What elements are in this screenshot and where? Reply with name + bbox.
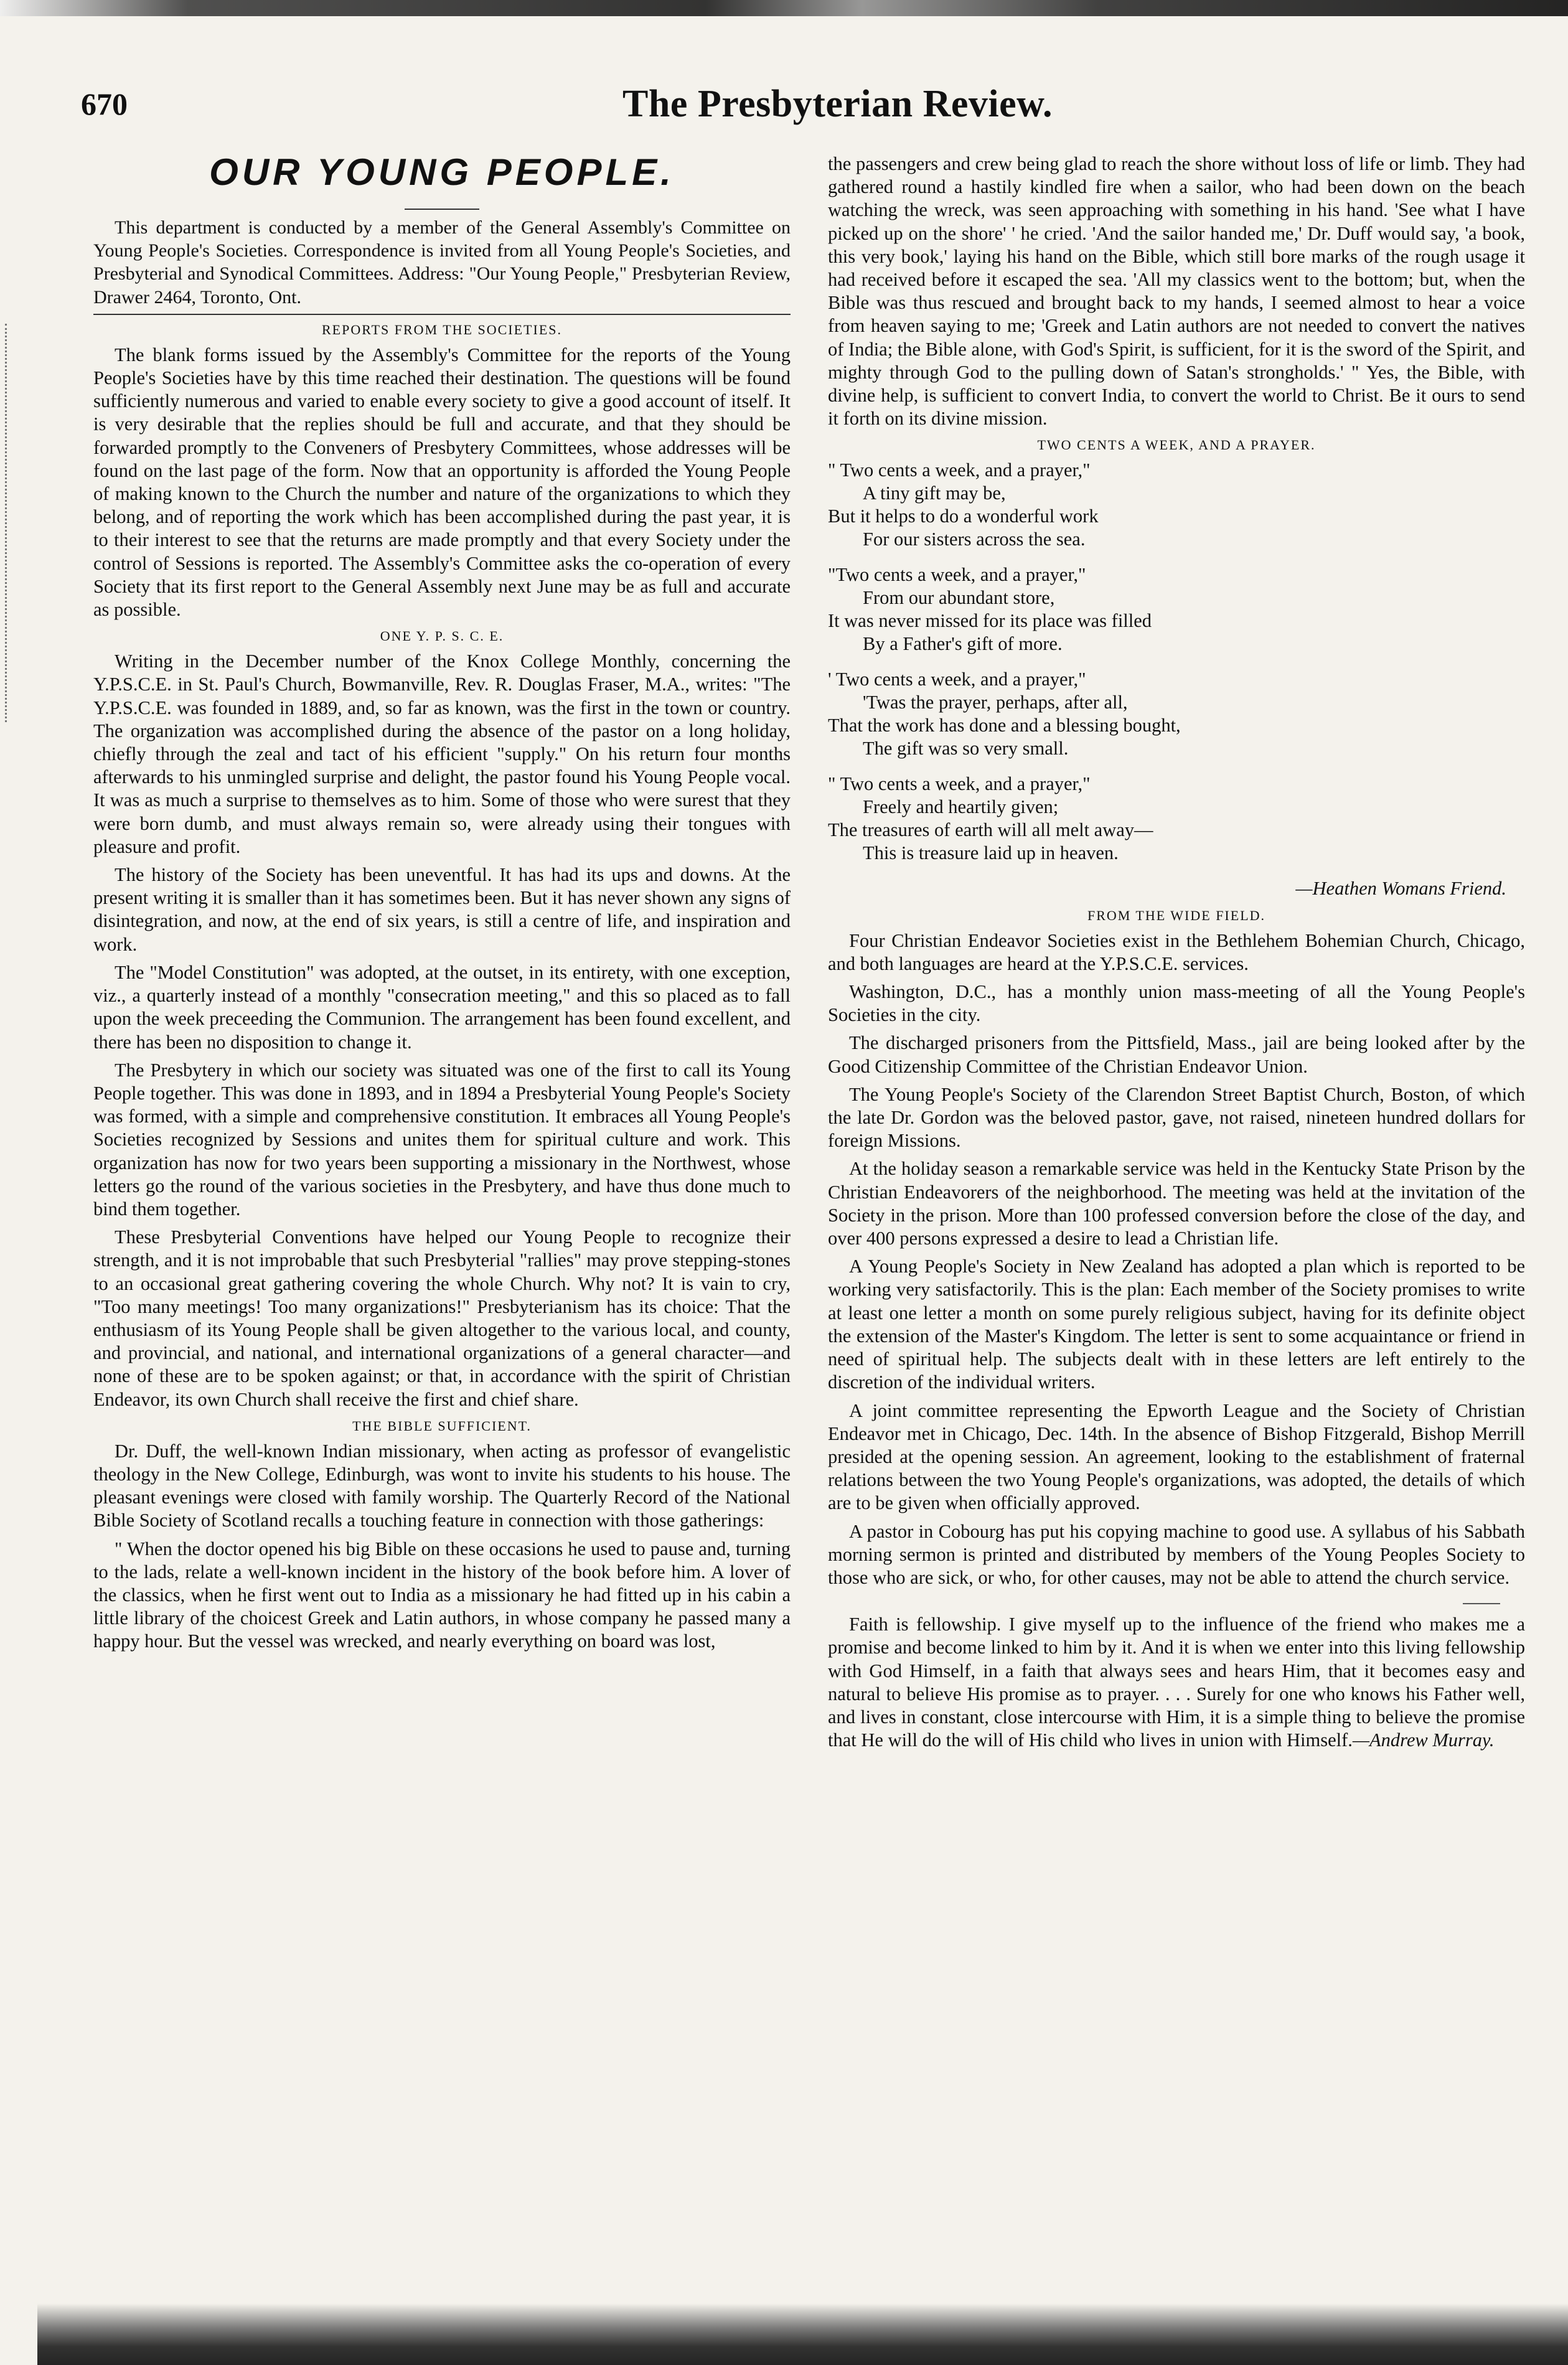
poem-line: "Two cents a week, and a prayer," [828, 564, 1086, 586]
poem-stanza [828, 459, 1525, 551]
field-paragraph-7: A joint committee representing the Epworth League and the Society of Christian Endeavor met in Chicago, Dec. 14th. In the absence of Bishop Fitzgerald, Bishop Merrill presided at the opening session. An agreement, looking to the establishment of fraternal relations between the two Young People's organizations, was adopted, the details of which are to be given when officially approved. [828, 1399, 1525, 1514]
ypsce-paragraph-5: These Presbyterial Conventions have helped our Young People to recognize their strength, and it is not improbable that such Presbyterial "rallies" may prove stepping-stones to an occasional great gathering covering the whole Church. Why not? It is vain to cry, "Too many meetings! Too many organizations!" Presbyterianism has its choice: That the enthusiasm of its Young People shall be given altogether to the various local, and county, and provincial, and national, and international organizations of a general character—and none of these are to be spoken against; or that, in accordance with the spirit of Christian Endeavor, its own Church shall receive the first and chief share. [93, 1226, 791, 1410]
poem-line: The gift was so very small. [863, 738, 1069, 759]
section-title: OUR YOUNG PEOPLE. [209, 151, 675, 193]
poem-line: From our abundant store, [863, 587, 1055, 609]
reports-paragraph: The blank forms issued by the Assembly's Committee for the reports of the Young People's Societies have by this time reached their destination. The questions will be found sufficiently numerous and varied to enable every society to give a good account of itself. It is very desirable that the replies should be full and accurate, and that they should be forwarded promptly to the Conveners of Presbytery Committees, whose addresses will be found on the last page of the form. Now that an opportunity is afforded the Young People of making known to the Church the number and nature of the organizations to which they belong, and of reporting the work which has been accomplished during the past year, it is to their interest to see that the returns are made promptly and that every Society under the control of Sessions is reported. The Assembly's Committee asks the co-operation of every Society that its first report to the General Assembly next June may be as full and accurate as possible. [93, 344, 791, 621]
journal-title: The Presbyterian Review. [622, 83, 1053, 125]
divider [405, 209, 479, 210]
page-number: 670 [81, 87, 128, 121]
field-paragraph-5: At the holiday season a remarkable service was held in the Kentucky State Prison by the Christian Endeavorers of the neighborhood. The meeting was held at the invitation of the Society in the prison. More than 100 professed conversion before the close of the day, and over 400 persons expressed a desire to lead a Christian life. [828, 1158, 1525, 1249]
field-paragraph-3: The discharged prisoners from the Pittsfield, Mass., jail are being looked after by the Good Citizenship Committee of the Christian Endeavor Union. [828, 1032, 1525, 1077]
reports-heading: REPORTS FROM THE SOCIETIES. [322, 321, 562, 337]
poem-stanza [828, 563, 1525, 656]
divider [93, 314, 791, 315]
poem-line: This is treasure laid up in heaven. [863, 842, 1119, 864]
field-paragraph-1: Four Christian Endeavor Societies exist in the Bethlehem Bohemian Church, Chicago, and both languages are heard at the Y.P.S.C.E. services. [828, 929, 1525, 974]
field-paragraph-6: A Young People's Society in New Zealand has adopted a plan which is reported to be working very satisfactorily. This is the plan: Each member of the Society promises to write at least one letter a month on some purely religious subject, having for its definite object the extension of the Master's Kingdom. The letter is sent to some acquaintance or friend in need of spiritual help. The subjects dealt with in these letters are left entirely to the discretion of the individual writers. [828, 1256, 1525, 1393]
poem-stanza [828, 773, 1525, 865]
ypsce-paragraph-4: The Presbytery in which our society was situated was one of the first to call its Young People together. This was done in 1893, and in 1894 a Presbyterial Young People's Society was formed, with a simple and comprehensive constitution. It embraces all Young People's Societies recognized by Sessions and unites them for spiritual culture and work. This organization has now for two years been supporting a missionary in the Northwest, whose letters go the round of the various societies in the Presbytery, and have thus done much to bind them together. [93, 1059, 791, 1220]
field-paragraph-4: The Young People's Society of the Clarendon Street Baptist Church, Boston, of which the late Dr. Gordon was the beloved pastor, gave, not raised, nineteen hundred dollars for foreign Missions. [828, 1083, 1525, 1152]
poem-line: Freely and heartily given; [863, 796, 1059, 818]
faith-paragraph [828, 1613, 1525, 1752]
ypsce-heading: ONE Y. P. S. C. E. [380, 628, 504, 644]
poem-attribution: —Heathen Womans Friend. [1295, 878, 1506, 900]
left-column [93, 153, 791, 1658]
bible-paragraph-1: Dr. Duff, the well-known Indian missionary, when acting as professor of evangelistic theology in the New College, Edinburgh, was wont to invite his students to his house. The pleasant evenings were closed with family worship. The Quarterly Record of the National Bible Society of Scotland recalls a touching feature in connection with those gatherings: [93, 1440, 791, 1531]
faith-signature: —Andrew Murray. [1352, 1729, 1495, 1751]
poem-line: By a Father's gift of more. [863, 633, 1063, 655]
ypsce-paragraph-1: Writing in the December number of the Knox College Monthly, concerning the Y.P.S.C.E. in St. Paul's Church, Bowmanville, Rev. R. Douglas Fraser, M.A., writes: "The Y.P.S.C.E. was founded in 1889, and, so far as known, was the first in the town or country. The organization was accomplished during the absence of the pastor on a long holiday, chiefly through the zeal and tact of his efficient "supply." On his return four months afterwards to his unmingled surprise and delight, the pastor found his Young People vocal. It was as much a surprise to themselves as to him. Some of those who were surest that they were born dumb, and must always remain so, were already using their tongues with pleasure and profit. [93, 651, 791, 857]
poem-line: That the work has done and a blessing bought, [828, 715, 1181, 736]
poem-line: But it helps to do a wonderful work [828, 505, 1099, 527]
poem-line: A tiny gift may be, [863, 482, 1006, 504]
poem-stanza [828, 668, 1525, 760]
ypsce-paragraph-3: The "Model Constitution" was adopted, at the outset, in its entirety, with one exception, viz., a quarterly instead of a monthly "consecration meeting," and this so placed as to fall upon the week preceeding the Communion. The arrangement has been found excellent, and there has been no disposition to change it. [93, 961, 791, 1053]
poem-line: " Two cents a week, and a prayer," [828, 773, 1091, 795]
divider [1463, 1603, 1500, 1604]
poem-line: " Two cents a week, and a prayer," [828, 459, 1091, 481]
scan-top-edge [0, 0, 1568, 16]
poem-heading: TWO CENTS A WEEK, AND A PRAYER. [1037, 437, 1316, 453]
bible-continuation: the passengers and crew being glad to reach the shore without loss of life or limb. They had gathered round a hastily kindled fire when a sailor, who had been down on the beach watching the wreck, was seen approaching with something in his hand. 'See what I have picked up on the shore' ' he cried. 'And the sailor handed me,' Dr. Duff would say, 'a book, this very book,' laying his hand on the Bible, which still bore marks of the rough usage it had received before it escaped the sea. 'All my classics went to the bottom; but, when the Bible was thus rescued and brought back to my hands, I seemed almost to hear a voice from heaven saying to me; 'Greek and Latin authors are not needed to convert the natives of India; the Bible alone, with God's Spirit, is sufficient, for it is the sword of the Spirit, and mighty through God to the pulling down of Satan's strongholds.' " Yes, the Bible, with divine help, is sufficient to convert India, to convert the world to Christ. Be it ours to send it forth on its divine mission. [828, 153, 1525, 430]
poem-line: 'Twas the prayer, perhaps, after all, [863, 692, 1128, 713]
ypsce-paragraph-2: The history of the Society has been uneventful. It has had its ups and downs. At the present writing it is smaller than it has sometimes been. But it has never shown any signs of disintegration, and now, at the end of six years, is still a centre of life, and inspiration and work. [93, 864, 791, 955]
scan-bottom-edge [37, 2303, 1568, 2365]
field-paragraph-8: A pastor in Cobourg has put his copying machine to good use. A syllabus of his Sabbath morning sermon is printed and distributed by members of the Young Peoples Society to those who are sick, or who, for other causes, may not be able to attend the church service. [828, 1520, 1525, 1588]
poem-line: ' Two cents a week, and a prayer," [828, 669, 1086, 690]
field-heading: FROM THE WIDE FIELD. [1087, 907, 1266, 923]
poem [828, 459, 1525, 865]
field-paragraph-2: Washington, D.C., has a monthly union mass-meeting of all the Young People's Societies in the city. [828, 981, 1525, 1026]
poem-line: The treasures of earth will all melt away— [828, 819, 1153, 841]
poem-line: It was never missed for its place was filled [828, 610, 1152, 632]
margin-marks [5, 324, 13, 722]
right-column [828, 153, 1525, 1757]
poem-line: For our sisters across the sea. [863, 529, 1086, 550]
faith-text: Faith is fellowship. I give myself up to the influence of the friend who makes me a promise and become linked to him by it. And it is when we enter into this living fellowship with God Himself, in a faith that always sees and hears Him, that it becomes easy and natural to believe His promise as to prayer. . . . Surely for one who knows his Father well, and lives in constant, close intercourse with Him, it is a simple thing to believe the promise that He will do the will of His child who lives in union with Himself. [828, 1614, 1525, 1751]
bible-paragraph-2: " When the doctor opened his big Bible on these occasions he used to pause and, turning to the lads, relate a well-known incident in the history of the book before him. A lover of the classics, when he first went out to India as a missionary he had fitted up in his cabin a little library of the choicest Greek and Latin authors, in whose company he passed many a happy hour. But the vessel was wrecked, and nearly everything on board was lost, [93, 1538, 791, 1652]
page-header [81, 73, 1513, 129]
bible-heading: THE BIBLE SUFFICIENT. [352, 1418, 532, 1434]
section-intro: This department is conducted by a member of the General Assembly's Committee on Young People's Societies. Correspondence is invited from all Young People's Societies, and Presbyterial and Synodical Committees. Address: "Our Young People," Presbyterian Review, Drawer 2464, Toronto, Ont. [93, 217, 791, 308]
